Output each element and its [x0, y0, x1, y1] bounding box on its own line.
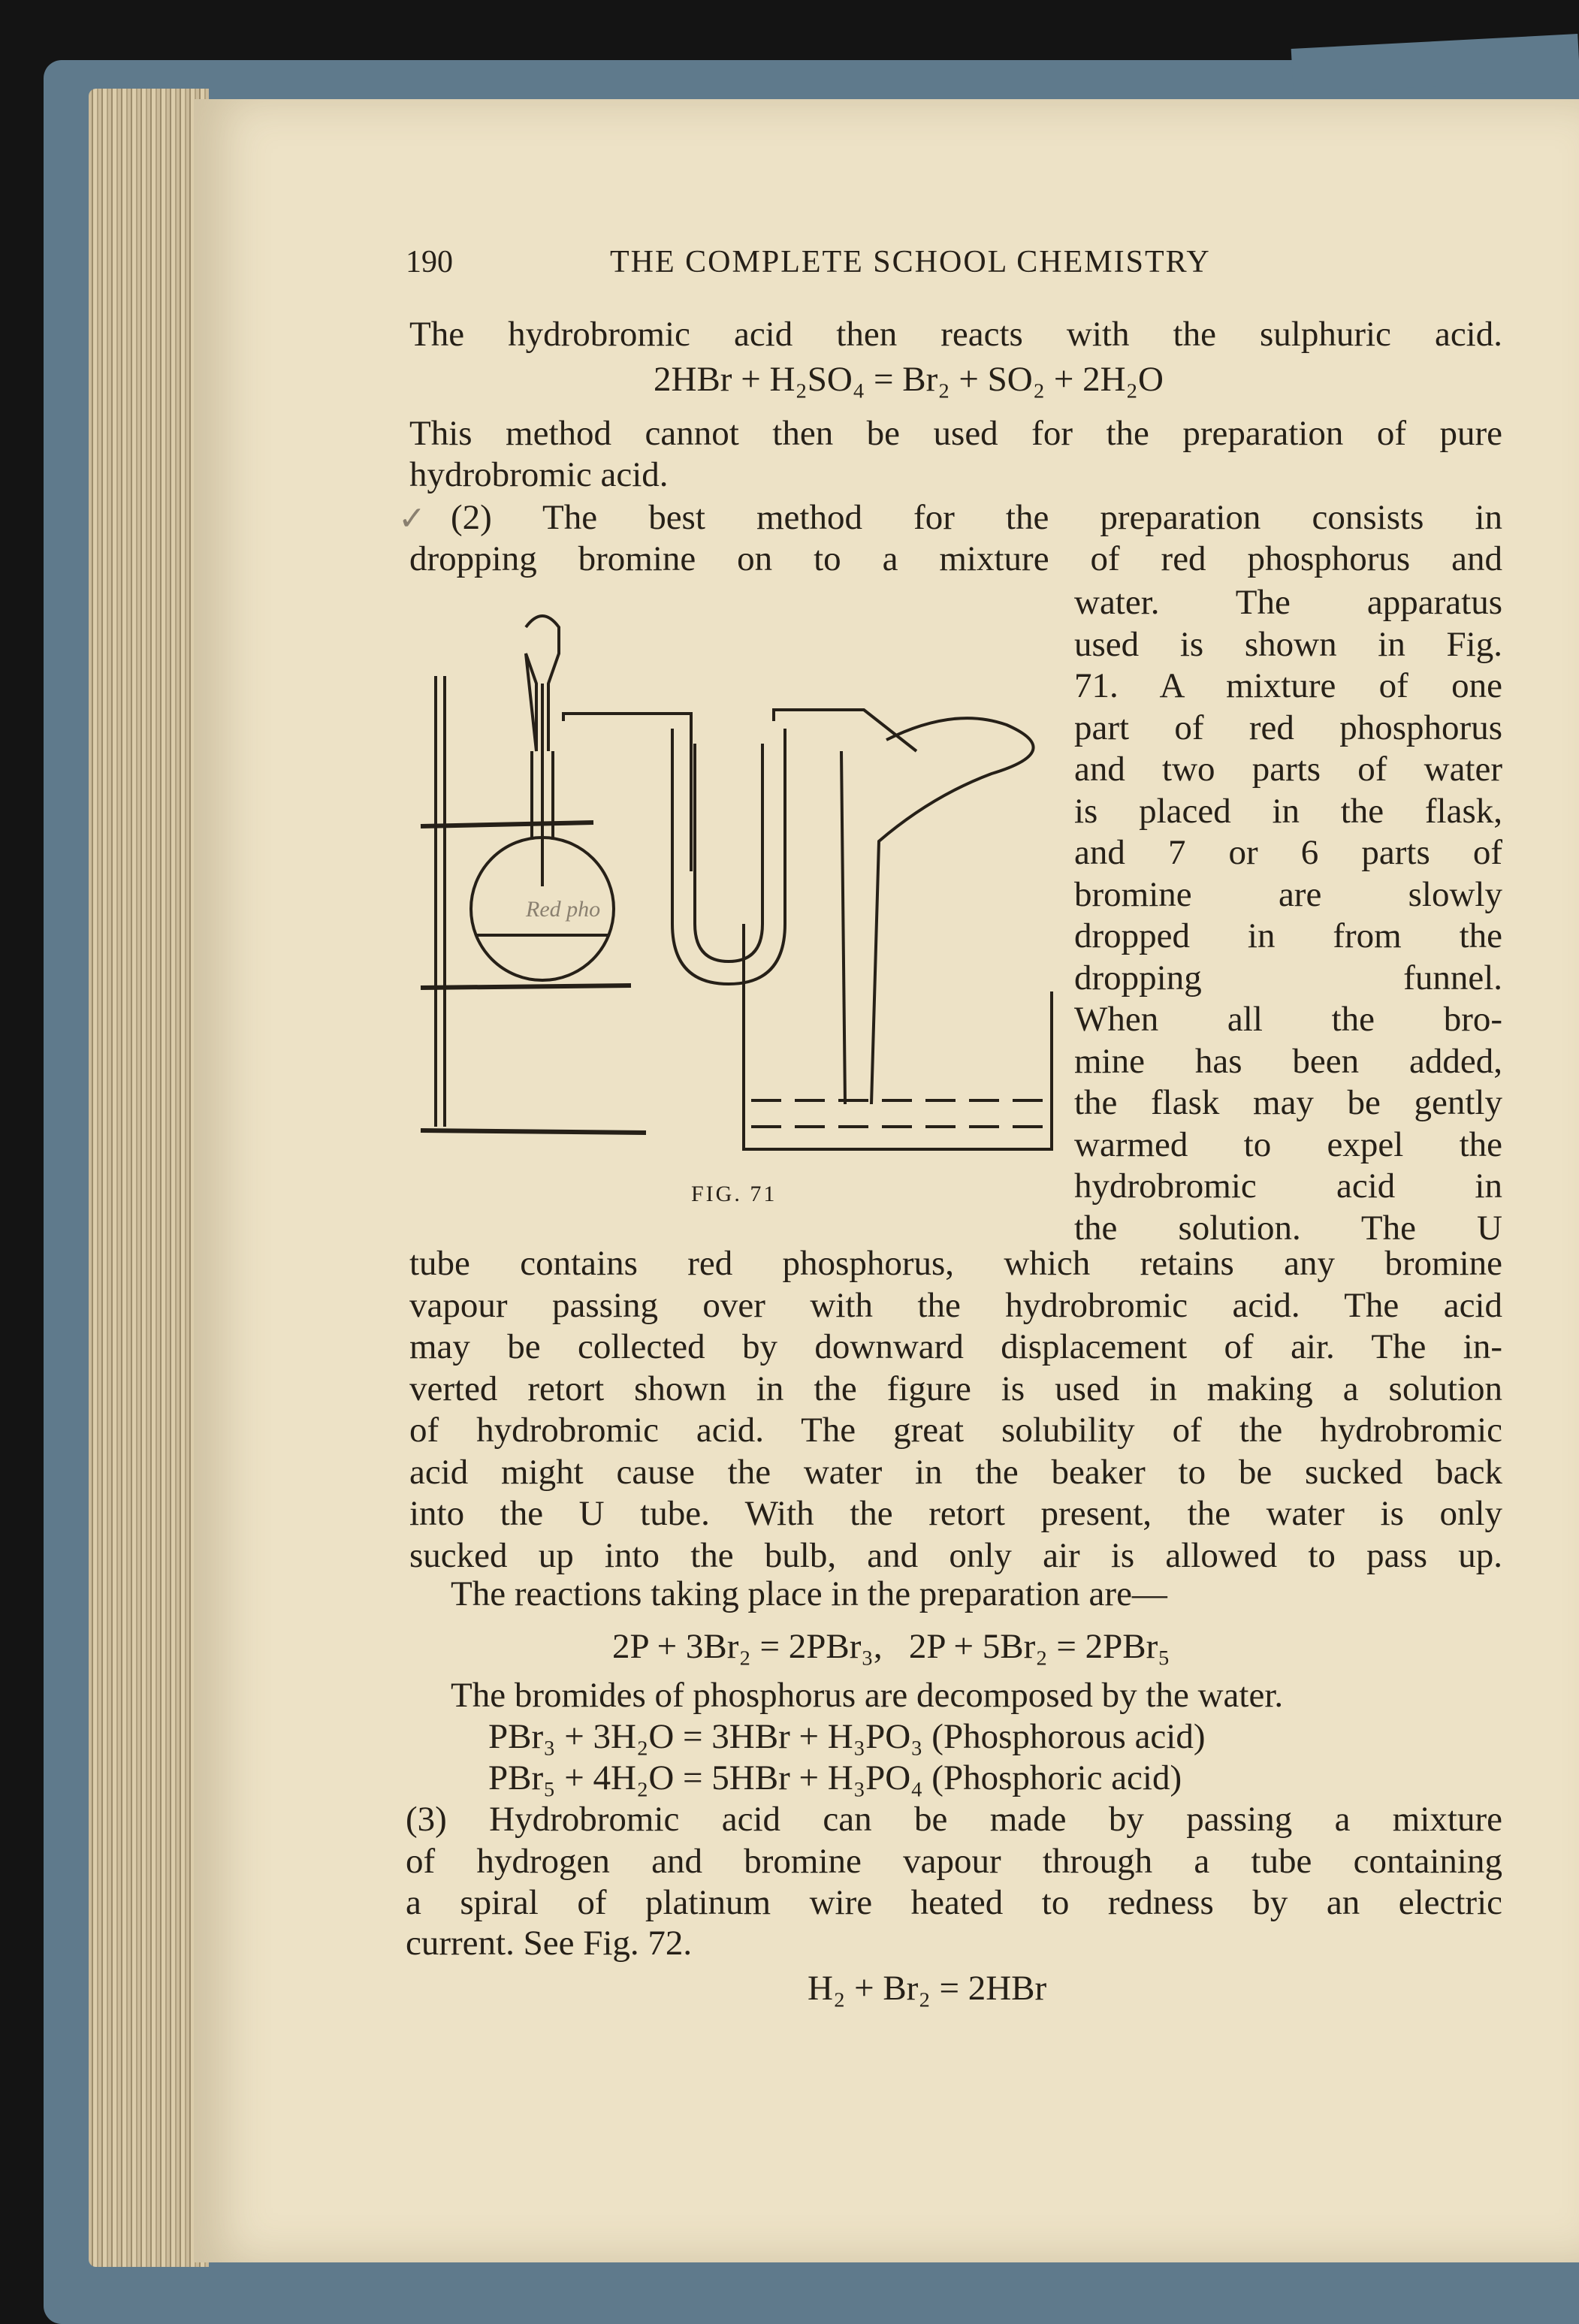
- para1-line2: This method cannot then be used for the preparation of pure: [409, 414, 1502, 453]
- para3-line-line: (3) Hydrobromic acid can be made by passing a mixture: [406, 1800, 1502, 1839]
- beaker: [744, 924, 1052, 1149]
- side-column-text-line: bromine are slowly: [1074, 874, 1502, 914]
- side-column-text-line: 71. A mixture of one: [1074, 666, 1502, 705]
- page-edges: [89, 89, 209, 2267]
- side-column-text-line: is placed in the flask,: [1074, 791, 1502, 831]
- side-column-text-line: the solution. The U: [1074, 1208, 1502, 1248]
- side-column-text-line: part of red phosphorus: [1074, 708, 1502, 747]
- stand-base: [421, 1130, 646, 1133]
- side-column-text-line: used is shown in Fig.: [1074, 624, 1502, 664]
- u-tube: [672, 729, 785, 984]
- figure-caption: FIG. 71: [691, 1182, 777, 1206]
- side-column-text-line: mine has been added,: [1074, 1041, 1502, 1081]
- para2-full-line-line: of hydrobromic acid. The great solubility of the hydrobromic: [409, 1411, 1502, 1450]
- para2-full-line-line: acid might cause the water in the beaker to be sucked back: [409, 1452, 1502, 1492]
- side-column-text-line: warmed to expel the: [1074, 1124, 1502, 1164]
- para3-line-line: of hydrogen and bromine vapour through a tube containing: [406, 1841, 1502, 1881]
- para1-line3: hydrobromic acid.: [409, 455, 669, 494]
- para2-line1: (2) The best method for the preparation consists in: [451, 498, 1502, 537]
- side-column-text-line: the flask may be gently: [1074, 1083, 1502, 1122]
- para3-line-line: a spiral of platinum wire heated to redness by an electric: [406, 1883, 1502, 1922]
- equation-pbr3: PBr₃ + 3H₂O = 3HBr + H₃PO₃ (Phosphorous acid): [488, 1717, 1206, 1756]
- running-title: THE COMPLETE SCHOOL CHEMISTRY: [610, 245, 1211, 279]
- side-column-text-line: water. The apparatus: [1074, 583, 1502, 622]
- apparatus-figure: [406, 601, 1067, 1187]
- para2-full-line-line: into the U tube. With the retort present, the water is only: [409, 1494, 1502, 1533]
- reactions-intro: The reactions taking place in the preparation are—: [451, 1574, 1167, 1613]
- clamp-upper: [421, 822, 593, 826]
- equation-pbr5: PBr₅ + 4H₂O = 5HBr + H₃PO₄ (Phosphoric acid): [488, 1758, 1182, 1797]
- side-column-text-line: dropped in from the: [1074, 916, 1502, 955]
- equation-h2-br2: H₂ + Br₂ = 2HBr: [808, 1969, 1047, 2008]
- equation-phosphorus-bromine: 2P + 3Br₂ = 2PBr₃, 2P + 5Br₂ = 2PBr₅: [612, 1627, 1170, 1666]
- para3-last-line: current. See Fig. 72.: [406, 1924, 693, 1963]
- para1-line1: The hydrobromic acid then reacts with the sulphuric acid.: [409, 315, 1502, 354]
- side-column-text-line: dropping funnel.: [1074, 958, 1502, 998]
- side-column-text-line: and two parts of water: [1074, 750, 1502, 789]
- para2-full-line-line: tube contains red phosphorus, which retains any bromine: [409, 1244, 1502, 1283]
- connecting-tube: [774, 710, 916, 751]
- side-column-text-line: hydrobromic acid in: [1074, 1167, 1502, 1206]
- page-number: 190: [406, 245, 453, 279]
- equation-hbr-h2so4: 2HBr + H₂SO₄ = Br₂ + SO₂ + 2H₂O: [654, 360, 1164, 399]
- para2-full-line-line: sucked up into the bulb, and only air is allowed to pass up.: [409, 1535, 1502, 1575]
- clamp-lower: [421, 985, 631, 988]
- para2-line2: dropping bromine on to a mixture of red phosphorus and: [409, 539, 1502, 578]
- para2-full-line-line: verted retort shown in the figure is used in making a solution: [409, 1369, 1502, 1408]
- side-column-text-line: and 7 or 6 parts of: [1074, 833, 1502, 872]
- para2-full-line-line: may be collected by downward displacement of air. The in-: [409, 1327, 1502, 1366]
- inverted-retort: [871, 718, 1034, 1104]
- side-column-text-line: When all the bro-: [1074, 1000, 1502, 1039]
- pencil-mark: ✓: [398, 500, 426, 537]
- pencil-note: Red pho: [526, 897, 601, 922]
- para2-full-line-line: vapour passing over with the hydrobromic acid. The acid: [409, 1285, 1502, 1325]
- decomposition-sentence: The bromides of phosphorus are decomposed by the water.: [451, 1676, 1284, 1715]
